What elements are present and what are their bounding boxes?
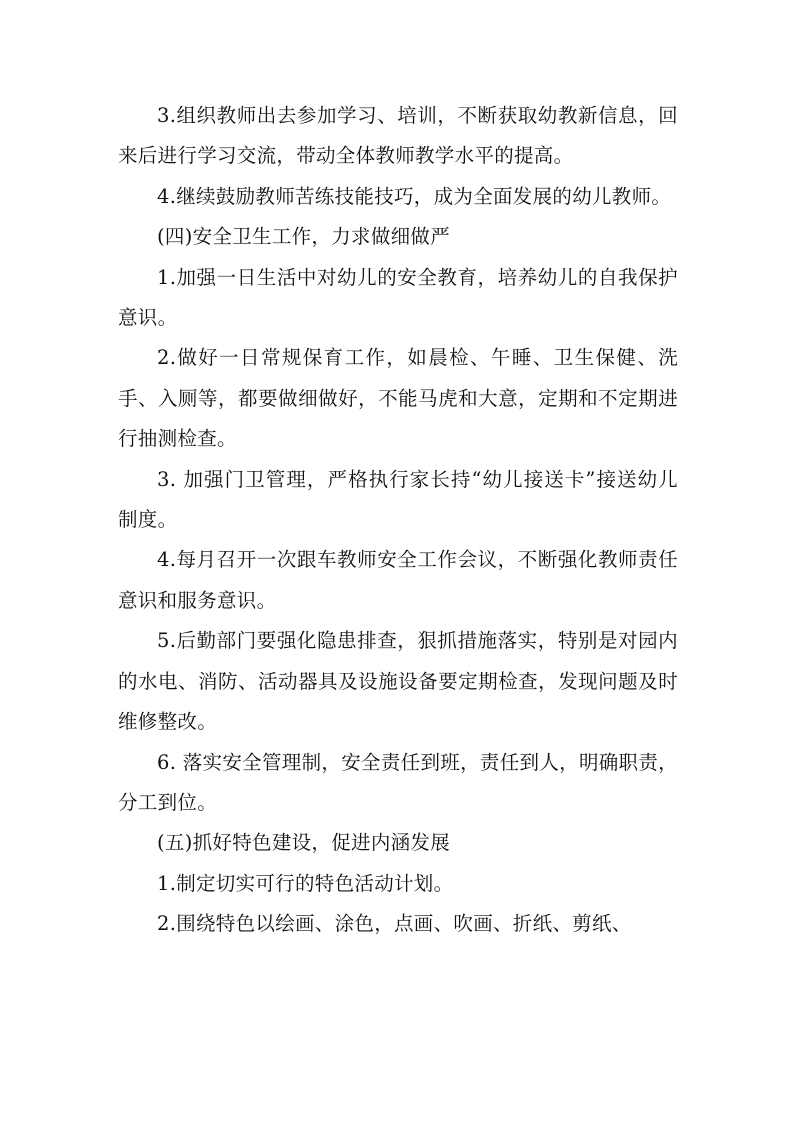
document-body xyxy=(118,96,678,945)
section-heading-safety-hygiene: (四)安全卫生工作，力求做细做严 xyxy=(157,225,451,249)
paragraph-safety-responsibility: 6. 落实安全管理制，安全责任到班，责任到人，明确职责，分工到位。 xyxy=(118,750,678,814)
paragraph-safety-education: 1.加强一日生活中对幼儿的安全教育，培养幼儿的自我保护意识。 xyxy=(118,265,678,330)
paragraph-skill-practice: 4.继续鼓励教师苦练技能技巧，成为全面发展的幼儿教师。 xyxy=(157,184,672,208)
paragraph-teacher-training: 3.组织教师出去参加学习、培训，不断获取幼教新信息，回来后进行学习交流，带动全体教师教学水平的提高。 xyxy=(118,104,678,168)
paragraph-daily-care: 2.做好一日常规保育工作，如晨检、午睡、卫生保健、洗手、入厕等，都要做细做好，不能马虎和大意，定期和不定期进行抽测检查。 xyxy=(118,346,678,451)
paragraph-art-activities: 2.围绕特色以绘画、涂色，点画、吹画、折纸、剪纸、 xyxy=(157,912,632,936)
paragraph-activity-plan: 1.制定切实可行的特色活动计划。 xyxy=(157,871,454,895)
paragraph-monthly-meeting: 4.每月召开一次跟车教师安全工作会议，不断强化教师责任意识和服务意识。 xyxy=(118,548,678,612)
section-heading-feature-building: (五)抓好特色建设，促进内涵发展 xyxy=(157,831,451,855)
paragraph-gate-management: 3. 加强门卫管理，严格执行家长持“幼儿接送卡”接送幼儿制度。 xyxy=(118,467,678,532)
paragraph-hazard-check: 5.后勤部门要强化隐患排查，狠抓措施落实，特别是对园内的水电、消防、活动器具及设施设备要定期检查，发现问题及时维修整改。 xyxy=(118,629,678,734)
